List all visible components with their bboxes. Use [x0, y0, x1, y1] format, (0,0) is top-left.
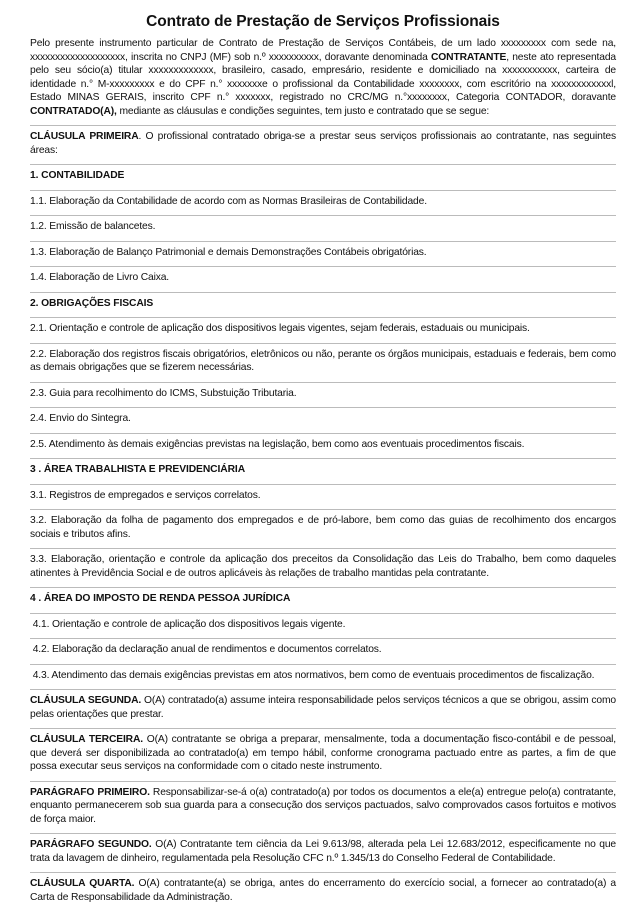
divider [30, 613, 616, 614]
clausula-primeira-label: CLÁUSULA PRIMEIRA [30, 131, 139, 142]
divider [30, 343, 616, 344]
section-item: 2.1. Orientação e controle de aplicação dos dispositivos legais vigentes, sejam federais, estaduais ou municipais. [30, 323, 530, 334]
clausula-quarta-label: CLÁUSULA QUARTA. [30, 878, 135, 889]
paragrafo-segundo-text: O(A) Contratante tem ciência da Lei 9.613/98, alterada pela Lei 12.683/2012, especificamente no que trata da lavagem de dinheiro, regulamentada pela Resolução CFC n.º 1.345/13 do Conselho Federal de Contabilidade. [30, 839, 617, 864]
clausula-quarta-text: O(A) contratante(a) se obriga, antes do encerramento do exercício social, a fornecer ao contratado(a) a Carta de Responsabilidade da Administração. [30, 878, 616, 903]
divider [30, 382, 616, 383]
divider [30, 125, 616, 126]
section-item: 2.3. Guia para recolhimento do ICMS, Substuição Tributaria. [30, 387, 297, 399]
clausula-terceira-text: O(A) contratante se obriga a preparar, mensalmente, toda a documentação fisco-contábil e de pessoal, que deverá ser disponibilizada ao contratado(a) em tempo hábil, conforme cronograma pactuado entre as partes, a fim de que possa executar seus serviços na conformidade com o citado neste instrumento. [30, 734, 616, 772]
paragrafo-primeiro-text: Responsabilizar-se-á o(a) contratado(a) por todos os documentos a ele(a) entregue pelo(a) contratante, enquanto permanecerem sob sua guarda para a consecução dos serviços pactuados, salvo comprovados casos fortuitos e motivos de força maior. [30, 786, 616, 825]
clausula-segunda-text: O(A) contratado(a) assume inteira responsabilidade pelos serviços técnicos a que se obrigou, assim como pelas orientações que prestar. [30, 695, 616, 720]
document-title: Contrato de Prestação de Serviços Profissionais [146, 13, 500, 30]
divider [30, 458, 616, 459]
section-item: 1.2. Emissão de balancetes. [30, 221, 156, 232]
divider [30, 215, 616, 216]
divider [30, 317, 616, 318]
paragrafo-segundo [30, 838, 616, 865]
section-item: 4.2. Elaboração da declaração anual de rendimentos e documentos correlatos. [30, 644, 382, 655]
divider [30, 509, 616, 510]
paragrafo-primeiro [30, 786, 616, 827]
preamble-paragraph [30, 37, 616, 118]
divider [30, 728, 616, 729]
preamble-text-2: , neste ato representada pelo seu sócio(a) titular xxxxxxxxxxxxx, brasileiro, casado, empresário, residente e domiciliado na xxxxxxxxxxx, carteira de identidade n.° M-xxxxxxxxx e do CPF n.° xxxxxxxe o profissional da Contabilidade xxxxxxxx, com escritório na xxxxxxxxxxxxl, Estado MINAS GERAIS, inscrito CPF n.° xxxxxxx, registrado no CRC/MG n.°xxxxxxxx, Categoria CONTADOR, doravante [30, 51, 616, 103]
section-item: 1.3. Elaboração de Balanço Patrimonial e demais Demonstrações Contábeis obrigatórias. [30, 246, 427, 258]
clausula-segunda-label: CLÁUSULA SEGUNDA. [30, 695, 142, 706]
section-item: 4.1. Orientação e controle de aplicação dos dispositivos legais vigente. [30, 618, 346, 630]
section-item: 3.2. Elaboração da folha de pagamento dos empregados e de pró-labore, bem como das guias de recolhimento dos encargos sociais e tributos afins. [30, 515, 616, 540]
section-heading: 2. OBRIGAÇÕES FISCAIS [30, 297, 154, 309]
divider [30, 241, 616, 242]
divider [30, 587, 616, 588]
divider [30, 266, 616, 267]
clausula-quarta [30, 877, 616, 904]
preamble-text-3: mediante as cláusulas e condições seguintes, tem justo e contratado que se segue: [116, 105, 490, 117]
clausula-primeira-text: . O profissional contratado obriga-se a prestar seus serviços profissionais ao contratante, nas seguintes áreas: [30, 131, 616, 156]
section-heading: 4 . ÁREA DO IMPOSTO DE RENDA PESSOA JURÍDICA [30, 593, 291, 604]
divider [30, 484, 616, 485]
section-item: 3.1. Registros de empregados e serviços correlatos. [30, 489, 261, 501]
paragrafo-primeiro-label: PARÁGRAFO PRIMEIRO. [30, 786, 150, 798]
section-item: 1.1. Elaboração da Contabilidade de acordo com as Normas Brasileiras de Contabilidade. [30, 195, 427, 207]
section-heading: 3 . ÁREA TRABALHISTA E PREVIDENCIÁRIA [30, 464, 246, 475]
section-item: 2.4. Envio do Sintegra. [30, 413, 131, 424]
section-item: 2.2. Elaboração dos registros fiscais obrigatórios, eletrônicos ou não, perante os órgãos municipais, estaduais e federais, bem como as demais obrigações que se fizerem necessárias. [30, 348, 616, 373]
divider [30, 872, 616, 873]
divider [30, 433, 616, 434]
section-item: 4.3. Atendimento das demais exigências previstas em atos normativos, bem como de eventuais procedimentos de fiscalização. [30, 669, 595, 681]
divider [30, 548, 616, 549]
clausula-terceira [30, 733, 616, 774]
section-item: 2.5. Atendimento às demais exigências previstas na legislação, bem como aos eventuais procedimentos fiscais. [30, 438, 525, 450]
divider [30, 833, 616, 834]
divider [30, 190, 616, 191]
divider [30, 638, 616, 639]
contratado-term: CONTRATADO(A), [30, 105, 117, 117]
divider [30, 407, 616, 408]
section-heading: 1. CONTABILIDADE [30, 170, 125, 181]
divider [30, 689, 616, 690]
section-item: 1.4. Elaboração de Livro Caixa. [30, 272, 170, 283]
preamble-text-1: Pelo presente instrumento particular de Contrato de Prestação de Serviços Contábeis, de um lado xxxxxxxxx com sede na, xxxxxxxxxxxxxxxxxxx, inscrita no CNPJ (MF) sob n.º xxxxxxxxxx, doravante denominada [30, 38, 616, 63]
divider [30, 781, 616, 782]
paragrafo-segundo-label: PARÁGRAFO SEGUNDO. [30, 839, 152, 850]
clausula-segunda [30, 694, 616, 721]
contratante-term: CONTRATANTE [431, 51, 507, 63]
divider [30, 292, 616, 293]
clausula-primeira [30, 130, 616, 157]
divider [30, 164, 616, 165]
clausula-terceira-label: CLÁUSULA TERCEIRA. [30, 734, 143, 745]
divider [30, 664, 616, 665]
section-item: 3.3. Elaboração, orientação e controle da aplicação dos preceitos da Consolidação das Leis do Trabalho, bem como daqueles atinentes à Previdência Social e de outros aplicáveis às relações de trabalho mantidas pela contratante. [30, 554, 616, 579]
